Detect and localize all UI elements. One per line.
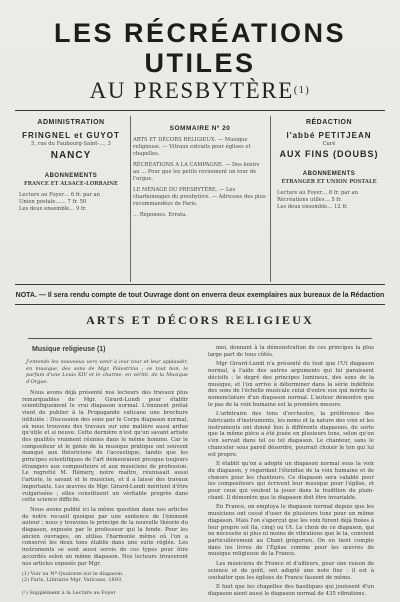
subscription-line-2-right: Récréations utiles… 5 fr.	[277, 197, 342, 203]
section-title-rule	[28, 338, 372, 339]
administration-block	[15, 116, 127, 282]
redaction-heading: RÉDACTION	[305, 119, 353, 126]
right-paragraph: Les musiciens de France et d'ailleurs, pour une raison de science et de goût, ont adopté une note fixe : il est à souhaiter que les églises de France fassent de même.	[208, 561, 374, 581]
info-divider-left	[130, 116, 131, 282]
sommaire-item-2: RÉCRÉATIONS A LA CAMPAGNE. — Des loisirs au … Pour que les petits reviennent un tour de l'orgue.	[133, 162, 260, 182]
info-bottom-rule	[15, 284, 385, 285]
footnote-1: (1) Voir au Nº Quatorze sur le diapason.	[22, 571, 124, 577]
supplement-note: (¹) Supplément à la Lecture au Foyer	[22, 590, 116, 596]
right-paragraph: moi, donnant à la démonstration de ces principes la plus large part de tous côtés.	[208, 345, 374, 358]
subtitle-footnote-mark: (1)	[293, 85, 311, 96]
article-right-column	[208, 345, 374, 601]
subtitle-text: AU PRESBYTÈRE	[89, 78, 294, 103]
footnotes	[22, 571, 188, 584]
sommaire-heading: SOMMAIRE Nº 20	[169, 125, 231, 132]
masthead-rule	[15, 110, 385, 111]
abonnements-region-right: ÉTRANGER ET UNION POSTALE	[281, 179, 377, 185]
administration-name: FRINGNEL et GUYOT	[22, 131, 120, 140]
publication-title: LES RÉCRÉATIONS UTILES	[53, 18, 347, 78]
administration-city: NANCY	[50, 150, 92, 161]
abonnements-heading-left: ABONNEMENTS	[44, 173, 98, 179]
administration-heading: ADMINISTRATION	[37, 119, 105, 126]
right-paragraph: L'arbitraire des tons d'orchestre, la préférence des fabricants d'instruments, les noms et la nature des voix et les instruments ont donné lieu à différents diapasons, de sorte que la même pièce a été jouée en plusieurs tons, selon qu'on s'en servait dans tel ou tel diapason. Le chanteur, sans le chanceler sous pareil désordre, pourrait choisir le ton qui lui est propre.	[208, 411, 374, 458]
article-subheading: Musique religieuse (1)	[32, 346, 106, 353]
sommaire-item-3: LE MÉNAGE DU PRESBYTÈRE. — Les charbonnages du presbytère. — Adresses des plus recommandées de Paris.	[133, 187, 266, 207]
info-divider-right	[270, 116, 271, 282]
nota-rule	[15, 304, 385, 305]
nota-notice: NOTA. — Il sera rendu compte de tout Ouvrage dont on enverra deux exemplaires aux bureaux de la Rédaction	[15, 292, 385, 299]
subscription-line-1-left: Lecture au Foyer… 6 fr. par an	[19, 192, 100, 198]
publication-subtitle	[0, 78, 400, 104]
sommaire-item-1: ARTS ET DÉCORS RELIGIEUX. — Musique religieuse. — Vitraux extraits pour églises et chapelles.	[133, 137, 251, 157]
subscription-line-1-right: Lecture au Foyer… 8 fr. par an	[277, 190, 358, 196]
administration-address: 5, rue du Faubourg-Saint-…, 3	[31, 141, 111, 147]
abonnements-heading-right: ABONNEMENTS	[302, 171, 356, 177]
left-paragraph: Nous avons déjà présenté nos lecteurs des travaux plus remarquables de Mgr. Girard-Lundi pour établir scientifiquement le vrai diapason normal. L'éminent prélat vient de publier à la Propagande vaticane une brochure intitulée : Discussion des sons par le Corps diapason normal, où nous trouvons des travaux sur une matière aussi ardue qu'utile et si neuve. Cette dernière n'est qu'un savant artiste des qualités vraiment réunies dans le même homme. Car le compositeur et le génie de la musique pratique ont souvent manqué aux théoriciens de l'acoustique, tandis que les principes scientifiques de l'art demeuraient presque toujours étrangers aux compositeurs et aux musiciens de profession. Le regretté M. Hémery, notre maître, réunissait aussi l'artiste, le savant et le musicien, et il a laissé des travaux importants. Les œuvres de Mgr. Girard-Lundi méritent d'être vulgarisées ; elles constituent un véritable progrès dans cette science difficile.	[22, 390, 188, 504]
subscription-line-3-left: Les deux ensemble… 9 fr.	[19, 206, 87, 212]
redaction-role: Curé	[322, 141, 336, 147]
right-paragraph: Mgr Girard-Lundi n'a présenté du tout que l'Ut diapason normal, à l'aide des autres arguments qui lui paraissent décisifs : le degré des principes lumineux, des sons de la musique, et l'on arrive à déterminer dans la série indéfinie des sons de l'échelle musicale celui d'entre eux qui mérite la nomenclature d'un diapason normal. L'auteur démontre que le pas de la voix humaine est la première mesure.	[208, 361, 374, 408]
footnote-2: (2) Paris, Librairie Mgr. Vaticane, 1893.	[22, 577, 123, 584]
subscription-line-2-left: Union postale…… 7 fr. 50	[19, 199, 87, 205]
right-paragraph: Il établit qu'on a adopté un diapason normal sous la voix du diapason, y regardant l'étendue de la voix humaine et de chœurs pour les chanteurs. Ce diapason sera valable pour les compositeurs qui écrivent leur musique pour l'église, et pour ceux qui veulent la jouer dans la tradition du plain-chant. Il démontre que le diapason doit être invariable.	[208, 461, 374, 501]
sommaire-item-4: … Réponses. Errata.	[133, 212, 187, 218]
info-box	[15, 116, 385, 282]
section-title: ARTS ET DÉCORS RELIGIEUX	[86, 313, 314, 327]
left-paragraph: Nous avons publié ici la même question dans nos articles de notre recueil quoique par une sentence de l'éminent auteur ; nous y trouvons le principe de la nouvelle théorie du diapason, exposée par le professeur qui la fonde. Pour les ancien ouvrages, on utilisa l'harmonie même où l'on a conservé les deux tons établis dans une suite réglée. Les instruments se sont aussi servis de ces types pour être accordés selon un même diapason. Nos lecteurs trouveront nos articles exposés par Mgr.	[22, 506, 188, 567]
redaction-name: l'abbé PETITJEAN	[286, 131, 372, 140]
article-epigraph: J'entends les nouveaux vers venir à leur tour et leur applaudir, en musique, des sons de Mgr. Palestrina ; ce tout bon, le parfum d'une Louis XIV et le charme, en vérité, de la Musique d'Orgue.	[26, 359, 188, 385]
sommaire-block	[133, 116, 267, 282]
masthead	[0, 18, 400, 104]
article-left-column	[22, 345, 188, 570]
right-paragraph: En France, on employa le diapason normal depuis que les musiciens ont cessé d'user de plusieurs tons pour un même diapason. Mais l'on s'aperçut que les voix furent déjà fixées à leur propre sol (la, cinq) ou Ut. Le choix de ce diapason, qui ne nécessite ni plus ni moins de vibrations que le la, convient particulièrement au Chant grégorien. On en tient compte dans les livres de l'Église comme pour les œuvres de musique religieuse de la France.	[208, 504, 374, 558]
right-paragraph: Il faut que les chapelles des basiliques qui jouissent d'un diapason aient aussi le diapason normal de 435 vibrations.	[208, 584, 374, 597]
abonnements-region-left: FRANCE ET ALSACE-LORRAINE	[24, 181, 118, 187]
redaction-place: AUX FINS (DOUBS)	[279, 149, 379, 159]
redaction-block	[273, 116, 385, 282]
subscription-line-3-right: Les deux ensemble… 12 fr.	[277, 204, 348, 210]
